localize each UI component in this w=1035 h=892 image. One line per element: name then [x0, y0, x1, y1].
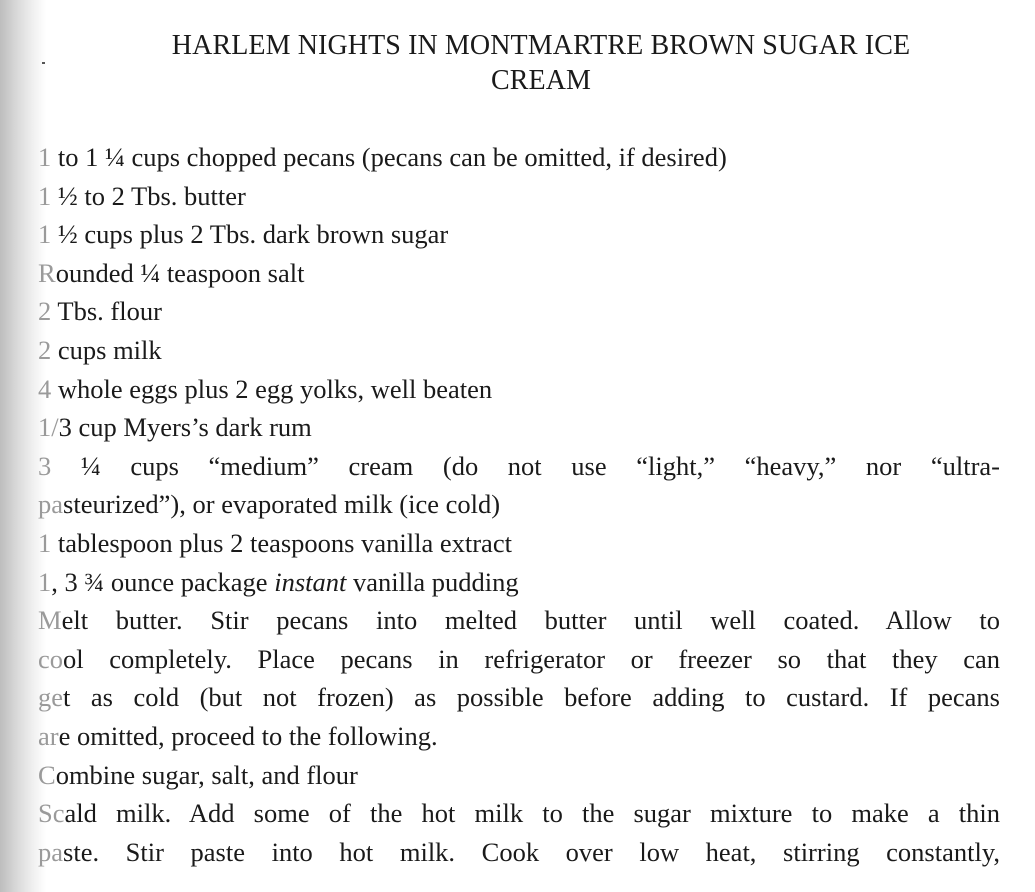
- ingredient-line: 1 tablespoon plus 2 teaspoons vanilla extract: [38, 527, 512, 558]
- ingredient-line: Rounded ¼ teaspoon salt: [38, 257, 305, 288]
- instruction-text: [38, 601, 1000, 871]
- ingredient-line: 1 ½ cups plus 2 Tbs. dark brown sugar: [38, 219, 449, 250]
- instruction-line: are omitted, proceed to the following.: [38, 720, 438, 751]
- instruction-line: get as cold (but not frozen) as possible before adding to custard. If pecans: [38, 682, 1000, 713]
- instruction-line: paste. Stir paste into hot milk. Cook over low heat, stirring constantly,: [38, 836, 1000, 867]
- recipe-title: [82, 28, 1000, 98]
- ingredient-list: [38, 138, 1000, 601]
- ingredient-line: 4 whole eggs plus 2 egg yolks, well beaten: [38, 373, 493, 404]
- ingredient-line: 2 cups milk: [38, 334, 162, 365]
- ingredient-line: 3 ¼ cups “medium” cream (do not use “light,” “heavy,” nor “ultra-: [38, 450, 1000, 481]
- title-line-1: HARLEM NIGHTS IN MONTMARTRE BROWN SUGAR ICE: [171, 30, 911, 61]
- ingredient-line: 1, 3 ¾ ounce package instant vanilla pudding: [38, 566, 519, 597]
- instruction-line: cool completely. Place pecans in refrigerator or freezer so that they can: [38, 643, 1000, 674]
- instruction-line: Scald milk. Add some of the hot milk to the sugar mixture to make a thin: [38, 798, 1000, 829]
- instruction-line: Melt butter. Stir pecans into melted butter until well coated. Allow to: [38, 605, 1000, 636]
- ingredient-line: 2 Tbs. flour: [38, 296, 162, 327]
- ingredient-line: 1/3 cup Myers’s dark rum: [38, 412, 312, 443]
- recipe-page: [38, 28, 1000, 871]
- ingredient-line: 1 ½ to 2 Tbs. butter: [38, 180, 246, 211]
- instruction-line: Combine sugar, salt, and flour: [38, 759, 358, 790]
- ingredient-line: 1 to 1 ¼ cups chopped pecans (pecans can be omitted, if desired): [38, 142, 727, 172]
- title-line-2: CREAM: [490, 65, 592, 96]
- ingredient-line: pasteurized”), or evaporated milk (ice cold): [38, 489, 501, 520]
